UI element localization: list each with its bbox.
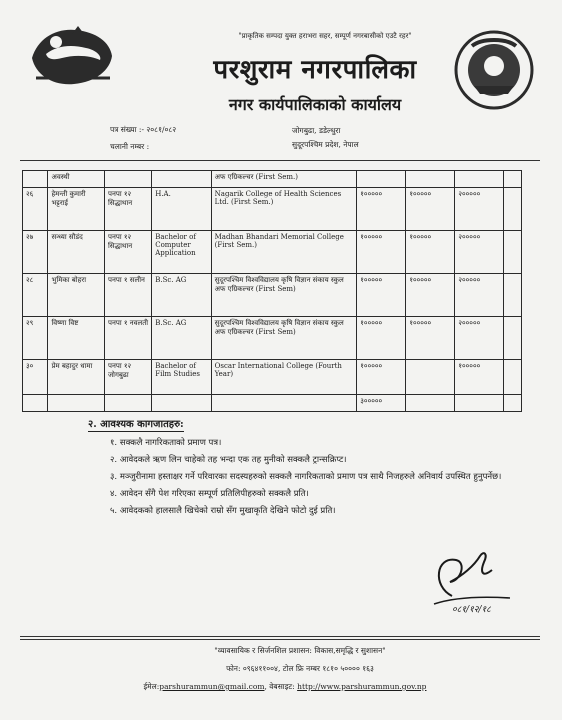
required-documents-list [110,436,530,521]
amount-cell: १००००० [357,360,406,395]
list-item: २. आवेदकले ऋण लिन चाहेको तह भन्दा एक तह मुनीको सक्कलै ट्रान्सक्रिप्ट। [110,455,347,465]
total-amount-cell: ३००००० [357,395,406,412]
list-item: ३. मञ्जुरीनामा हस्ताक्षर गर्ने परिवारका सदस्यहरुको सक्कलै नागरिकताको प्रमाण पत्र साथै निजहरुले अनिवार्य उपस्थित हुनुपर्नेछ। [110,472,502,482]
municipality-seal-logo [452,28,536,112]
program-cell: Bachelor of Film Studies [152,360,211,395]
table-cell [504,188,522,231]
amount-cell: २००००० [455,317,504,360]
footer-motto: "व्यावसायिक र सिर्जनशिल प्रशासन: विकास,समृद्धि र सुशासन" [214,646,386,655]
nepal-emblem-logo [26,20,118,92]
header-slogan: "प्राकृतिक सम्पदा युक्त हराभरा सहर, सम्पूर्ण नगरबासीको एउटै रहर" [238,32,412,40]
amount-cell: १००००० [357,231,406,274]
table-cell [23,395,48,412]
serial-cell: २६ [23,188,48,231]
table-cell [504,171,522,188]
name-cell: विष्णा विष्ट [48,317,105,360]
name-cell: प्रेम बहादुर धामा [48,360,105,395]
email-label: ईमेल: [143,682,160,691]
amount-cell [406,360,455,395]
scholarship-table [22,170,522,412]
program-cell: Bachelor of Computer Application [152,231,211,274]
address-cell: पनपा १२ जोगबुढा [104,360,151,395]
amount-cell: १००००० [357,274,406,317]
table-cell [48,395,105,412]
table-cell [152,395,211,412]
amount-cell: २००००० [455,231,504,274]
office-location: जोगबुढा, डडेल्धुरा [292,126,341,135]
college-cell: सुदूरपश्चिम विश्वविद्यालय कृषि विज्ञान संकाय स्कुल अफ एग्रिकल्चर (First Sem) [211,274,357,317]
name-cell: भुमिका बोहरा [48,274,105,317]
table-cell [406,171,455,188]
list-item: ४. आवेदन सँगै पेश गरिएका सम्पूर्ण प्रतिलिपीहरुको सक्कलै प्रति। [110,489,309,499]
table-row [23,274,522,317]
program-cell: B.Sc. AG [152,317,211,360]
table-cell [104,395,151,412]
amount-cell: १००००० [406,317,455,360]
name-cell: सन्ध्या सौडंद [48,231,105,274]
header-divider [20,160,540,161]
college-cell: Oscar International College (Fourth Year) [211,360,357,395]
serial-cell: २७ [23,231,48,274]
serial-cell: २९ [23,317,48,360]
table-row [23,171,522,188]
table-cell [455,395,504,412]
list-item: ५. आवेदकको हालसालै खिचेको राम्रो सँग मुखाकृति देखिने फोटो दुई प्रति। [110,506,336,516]
address-cell: पनपा १२ सिद्धाथान [104,231,151,274]
table-cell [455,171,504,188]
table-cell [504,274,522,317]
address-cell: पनपा १ नवलती [104,317,151,360]
amount-cell: २००००० [455,188,504,231]
letter-number: पत्र संख्या :- २०८१/०८२ [110,125,177,134]
program-cell: B.Sc. AG [152,274,211,317]
email-link[interactable]: parshurammun@gmail.com [159,682,265,691]
amount-cell: १००००० [406,231,455,274]
website-link[interactable]: http://www.parshurammun.gov.np [297,682,427,691]
table-cell [504,231,522,274]
table-cell [357,171,406,188]
address-cell: पनपा १२ सिद्धाथान [104,188,151,231]
web-label: , वेबसाइट: [264,682,295,691]
college-cell: Nagarik College of Health Sciences Ltd. (First Sem.) [211,188,357,231]
table-cell [152,171,211,188]
signature-image [422,546,522,616]
table-cell: अफ एग्रिकल्चर (First Sem.) [211,171,357,188]
total-row [23,395,522,412]
amount-cell: १००००० [406,274,455,317]
serial-cell: ३० [23,360,48,395]
program-cell: H.A. [152,188,211,231]
college-cell: सुदूरपश्चिम विश्वविद्यालय कृषि विज्ञान संकाय स्कुल अफ एग्रिकल्चर (First Sem) [211,317,357,360]
amount-cell: १००००० [406,188,455,231]
table-row [23,231,522,274]
address-cell: पनपा १ सलीन [104,274,151,317]
table-cell [406,395,455,412]
table-cell [504,317,522,360]
table-cell [23,171,48,188]
table-cell [504,395,522,412]
table-cell: अवस्थी [48,171,105,188]
amount-cell: २००००० [455,274,504,317]
amount-cell: १००००० [357,317,406,360]
name-cell: हेमन्ती कुमारी भट्टराई [48,188,105,231]
list-item: १. सक्कलै नागरिकताको प्रमाण पत्र। [110,438,222,448]
footer-contact: फोन: ०९६४११००४, टोल फ्रि नम्बर १८१० ५०००० १६३ [226,664,374,673]
footer-divider-thin [20,639,540,640]
footer-divider [20,636,540,637]
footer-email-web [70,682,500,692]
page-title: परशुराम नगरपालिका [213,55,417,85]
dispatch-number: चलानी नम्बर : [110,142,150,151]
table-row [23,360,522,395]
amount-cell: १००००० [455,360,504,395]
amount-cell: १००००० [357,188,406,231]
serial-cell: २८ [23,274,48,317]
table-cell [211,395,357,412]
required-documents-heading: २. आवश्यक कागजातहरु: [88,416,184,430]
table-cell [104,171,151,188]
office-subtitle: नगर कार्यपालिकाको कार्यालय [228,95,402,114]
college-cell: Madhan Bhandari Memorial College (First Sem.) [211,231,357,274]
office-province: सुदूरपश्चिम प्रदेश, नेपाल [292,140,359,149]
table-row [23,188,522,231]
table-cell [504,360,522,395]
signature-date: ०८१/१२/१८ [452,605,491,615]
table-row [23,317,522,360]
